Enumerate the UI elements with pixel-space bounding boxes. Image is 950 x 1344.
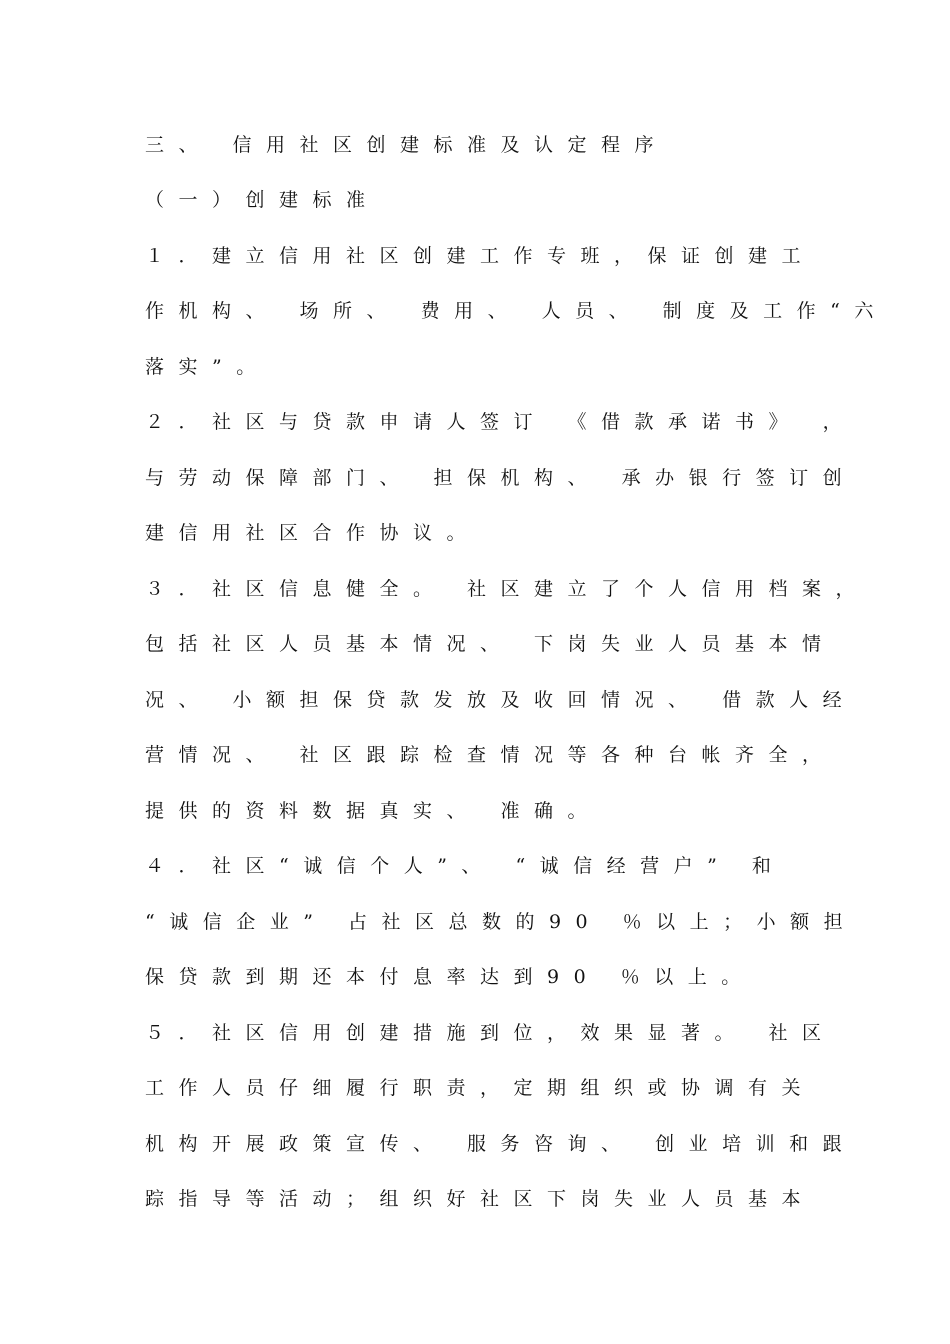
- text-line: ５．社区信用创建措施到位，效果显著。 社区: [145, 1022, 836, 1044]
- text-line: “诚信企业” 占社区总数的90 ％以上；小额担: [145, 911, 858, 933]
- text-line: 踪指导等活动；组织好社区下岗失业人员基本: [145, 1188, 816, 1210]
- text-line: 提供的资料数据真实、 准确。: [145, 800, 602, 822]
- text-line: 营情况、 社区跟踪检查情况等各种台帐齐全，: [145, 744, 836, 766]
- text-line: 作机构、 场所、 费用、 人员、 制度及工作“六: [145, 300, 888, 322]
- text-line: 与劳动保障部门、 担保机构、 承办银行签订创: [145, 467, 857, 489]
- text-line: 工作人员仔细履行职责，定期组织或协调有关: [145, 1077, 816, 1099]
- text-line: 况、 小额担保贷款发放及收回情况、 借款人经: [145, 689, 857, 711]
- text-line: ４．社区“诚信个人”、 “诚信经营户” 和: [145, 855, 786, 877]
- section-heading: 三、 信用社区创建标准及认定程序: [145, 134, 669, 156]
- text-line: ３．社区信息健全。 社区建立了个人信用档案，: [145, 578, 870, 600]
- text-line: ２．社区与贷款申请人签订 《借款承诺书》 ，: [145, 411, 857, 433]
- text-line: 保贷款到期还本付息率达到90 ％以上。: [145, 966, 755, 988]
- subsection-heading: （一）创建标准: [145, 189, 380, 211]
- text-line: 落实”。: [145, 356, 270, 378]
- text-line: 机构开展政策宣传、 服务咨询、 创业培训和跟: [145, 1133, 857, 1155]
- text-line: 包括社区人员基本情况、 下岗失业人员基本情: [145, 633, 836, 655]
- text-line: 建信用社区合作协议。: [145, 522, 481, 544]
- text-line: １．建立信用社区创建工作专班，保证创建工: [145, 245, 816, 267]
